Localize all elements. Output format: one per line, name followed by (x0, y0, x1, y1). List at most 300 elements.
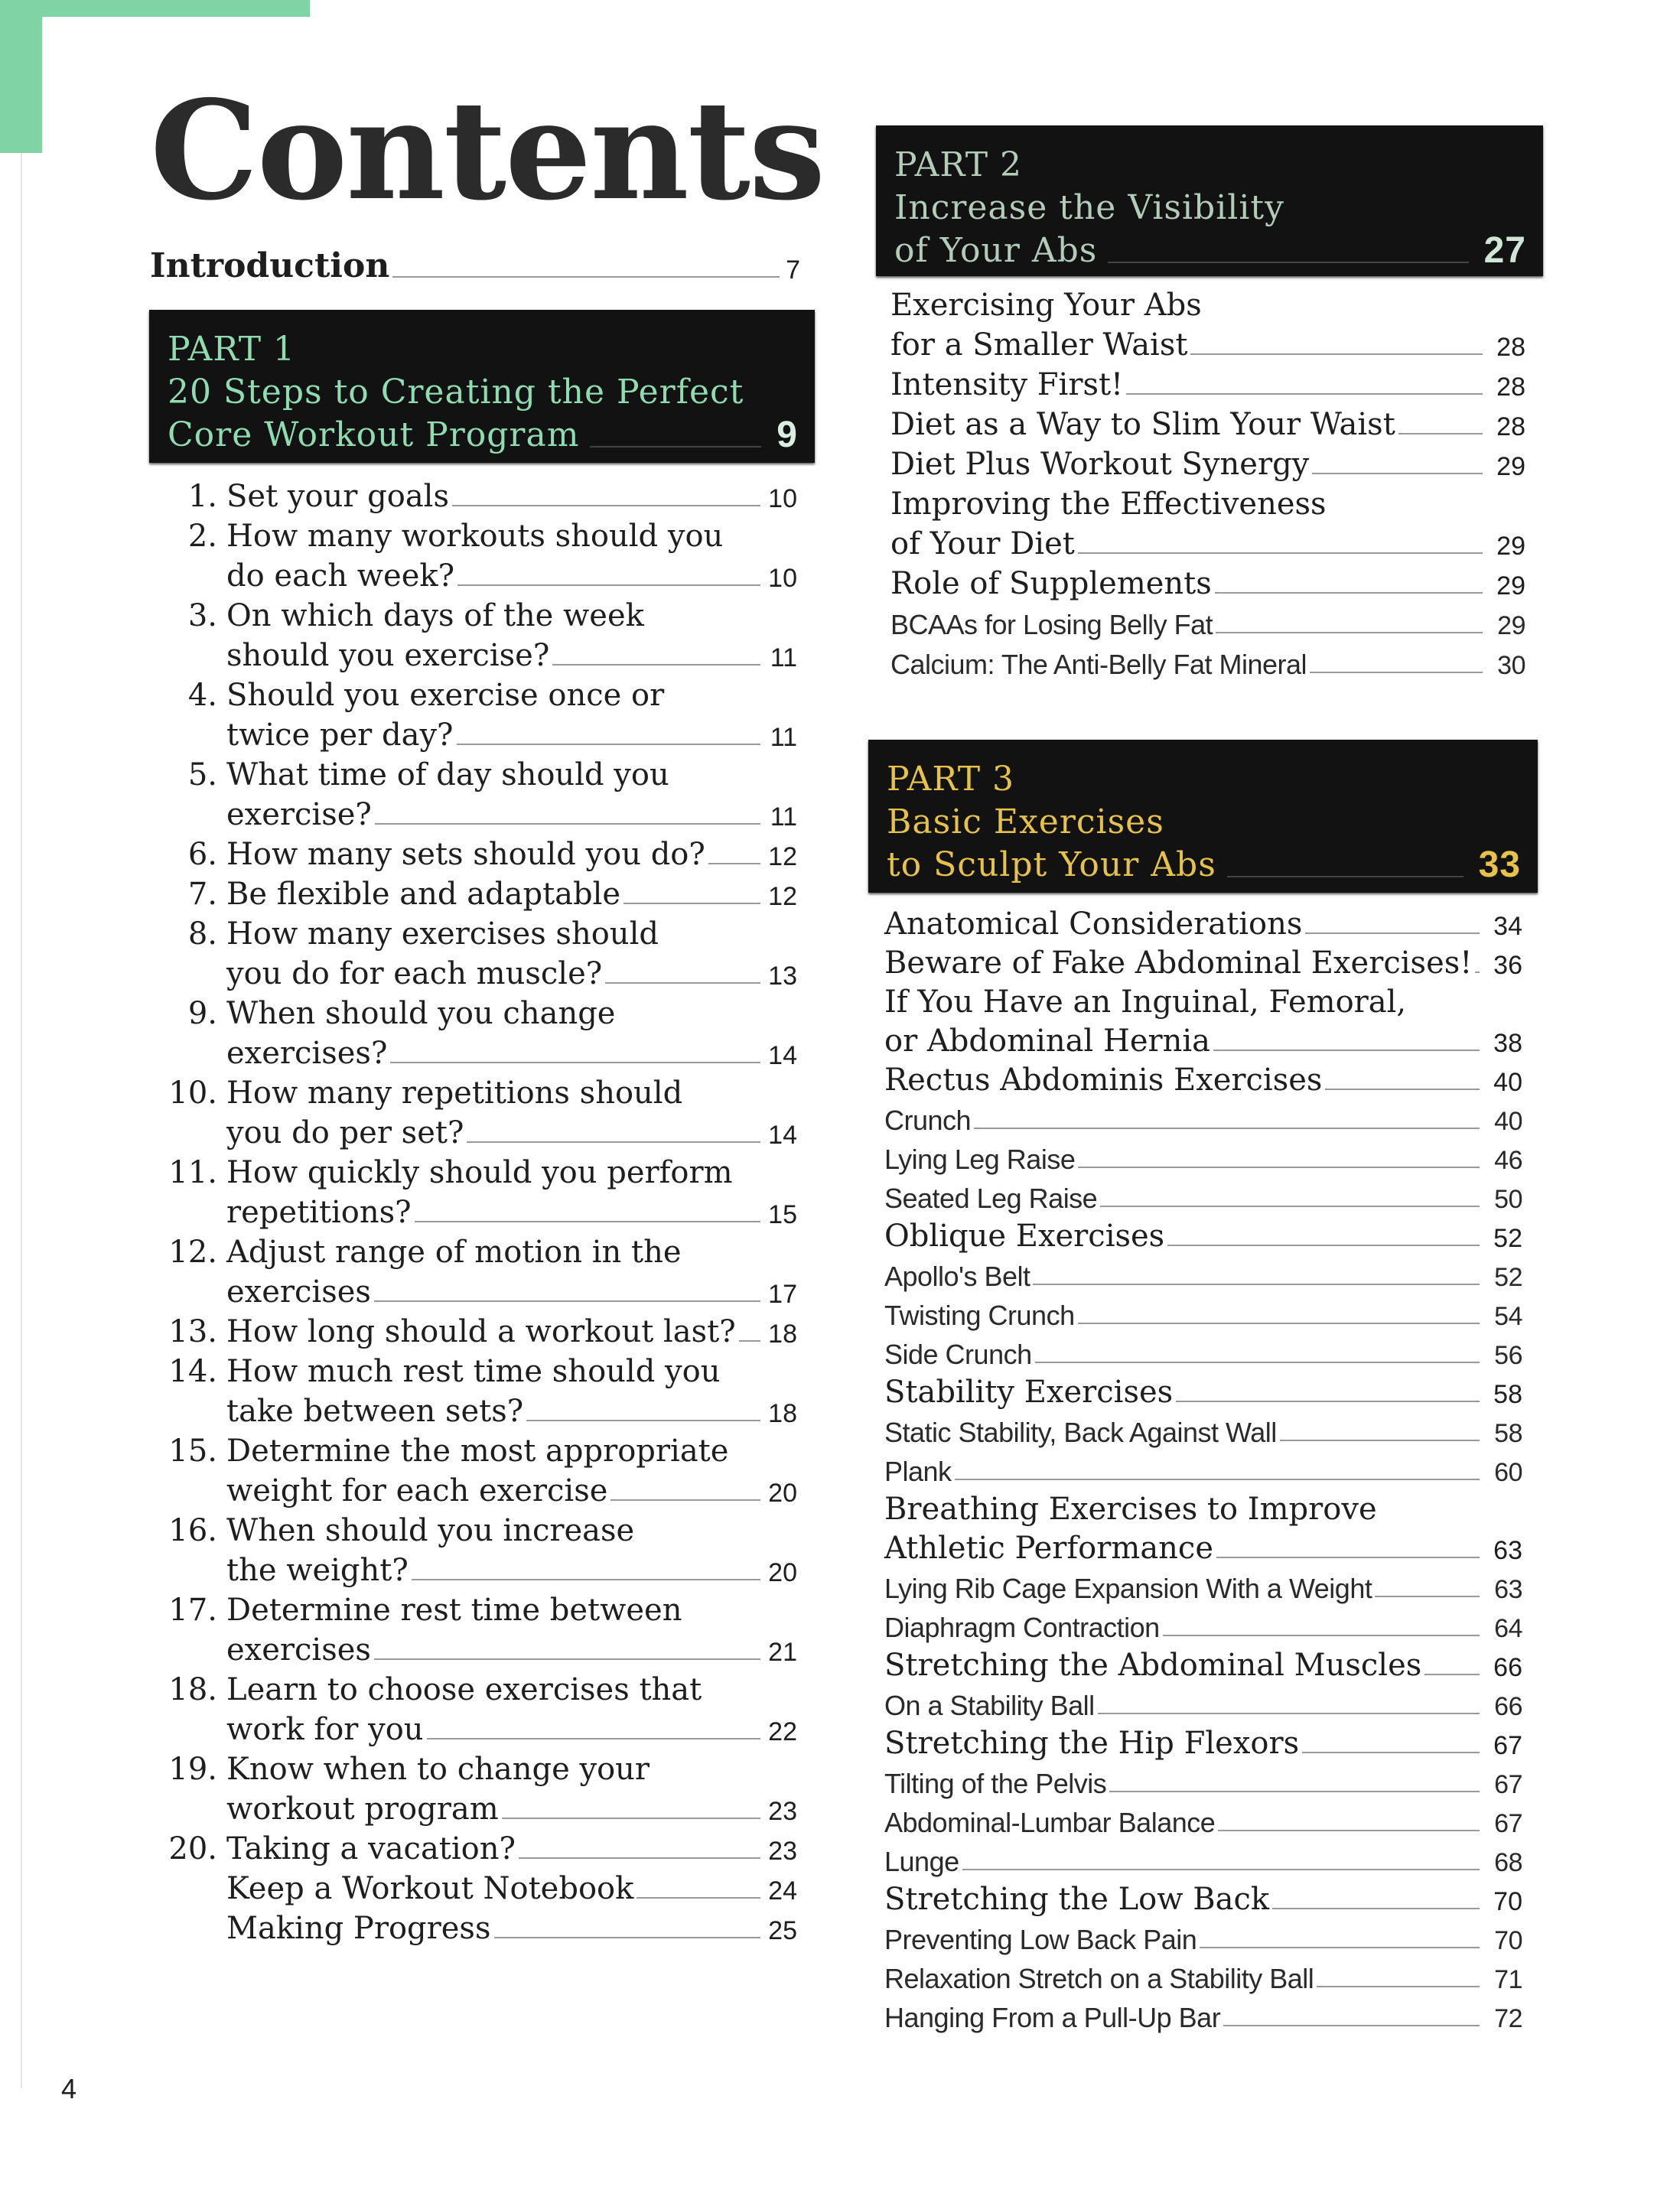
entry-text: How much rest time should you (226, 1354, 721, 1389)
leader-line (1033, 1284, 1480, 1285)
toc-entry[interactable] (884, 1215, 1522, 1254)
entry-page: 67 (1494, 1809, 1522, 1838)
leader-line (1223, 2025, 1480, 2026)
entry-line (153, 1190, 797, 1230)
leader-line (415, 1221, 760, 1222)
toc-entry[interactable] (153, 1827, 797, 1866)
entry-page: 24 (768, 1876, 797, 1905)
toc-entry[interactable] (884, 1449, 1522, 1488)
toc-entry[interactable] (153, 1429, 797, 1508)
entry-text: Adjust range of motion in the (226, 1235, 682, 1270)
toc-entry[interactable] (884, 1722, 1522, 1761)
toc-entry[interactable] (890, 283, 1525, 363)
entry-number: 13. (168, 1314, 217, 1349)
entry-number: 16. (168, 1513, 217, 1548)
entry-number: 12. (168, 1235, 217, 1270)
entry-page: 72 (1494, 2004, 1522, 2033)
toc-entry[interactable] (884, 1488, 1522, 1566)
entry-line (153, 832, 797, 872)
leader-line (1216, 632, 1483, 633)
toc-entry[interactable] (884, 1683, 1522, 1722)
entry-line (884, 1722, 1522, 1761)
entry-text: Exercising Your Abs (890, 288, 1202, 323)
entry-line (890, 323, 1525, 363)
entry-line (890, 482, 1525, 522)
toc-entry[interactable] (153, 912, 797, 991)
entry-line (890, 363, 1525, 402)
toc-entry[interactable] (884, 1332, 1522, 1371)
entry-page: 11 (770, 643, 797, 672)
entry-page: 28 (1496, 412, 1525, 441)
entry-text: take between sets? (226, 1394, 524, 1429)
entry-line (153, 1628, 797, 1668)
leader-line (1108, 262, 1468, 263)
leader-line (427, 1738, 760, 1740)
entry-line (884, 1215, 1522, 1254)
entry-number: 19. (168, 1752, 217, 1787)
entry-text: Athletic Performance (884, 1531, 1213, 1566)
entry-text: Be flexible and adaptable (226, 877, 621, 912)
toc-entry-introduction[interactable] (150, 246, 800, 285)
entry-page: 54 (1494, 1302, 1522, 1331)
leader-line (1272, 1908, 1480, 1909)
leader-line (1215, 592, 1483, 594)
entry-text: Determine the most appropriate (226, 1434, 729, 1469)
entry-text: do each week? (226, 558, 455, 594)
entry-text: the weight? (226, 1553, 409, 1588)
entry-line (153, 713, 797, 753)
leader-line (1310, 672, 1483, 673)
entry-text: Lying Leg Raise (884, 1144, 1076, 1175)
entry-page: 29 (1496, 532, 1525, 561)
entry-number: 4. (187, 678, 217, 713)
entry-line (884, 1683, 1522, 1722)
entry-number: 7. (187, 877, 217, 912)
entry-text: Tilting of the Pelvis (884, 1768, 1107, 1799)
entry-line (153, 633, 797, 673)
part-3-entries (884, 903, 1522, 2034)
entry-text: Intensity First! (890, 367, 1124, 402)
entry-line (153, 1071, 797, 1111)
entry-page: 23 (768, 1837, 797, 1866)
leader-line (374, 1658, 760, 1660)
page-edge-line (21, 153, 22, 2088)
toc-entry[interactable] (890, 363, 1525, 402)
entry-line (153, 1429, 797, 1469)
entry-text: of Your Diet (890, 526, 1075, 561)
leader-line (590, 446, 761, 447)
entry-line (153, 1508, 797, 1548)
entry-line (884, 1059, 1522, 1098)
toc-entry[interactable] (884, 1293, 1522, 1332)
entry-text: Determine rest time between (226, 1593, 682, 1628)
leader-line (1035, 1362, 1480, 1363)
leader-line (1398, 433, 1483, 434)
entry-text: On a Stability Ball (884, 1690, 1095, 1721)
entry-page: 71 (1494, 1965, 1522, 1994)
entry-page: 20 (768, 1558, 797, 1587)
entry-number: 15. (168, 1434, 217, 1469)
entry-number: 14. (168, 1354, 217, 1389)
leader-line (1100, 1206, 1480, 1207)
entry-text: Breathing Exercises to Improve (884, 1492, 1377, 1527)
toc-entry[interactable] (153, 832, 797, 872)
leader-line (467, 1141, 760, 1143)
leader-line (1078, 1323, 1480, 1324)
toc-entry[interactable] (153, 1906, 797, 1946)
toc-entry[interactable] (153, 1071, 797, 1150)
leader-line (637, 1897, 760, 1899)
toc-entry[interactable] (884, 1371, 1522, 1410)
entry-line (884, 1020, 1522, 1059)
toc-entry[interactable] (153, 1508, 797, 1588)
toc-entry[interactable] (153, 514, 797, 594)
entry-page: 63 (1494, 1575, 1522, 1604)
leader-line (1475, 971, 1480, 973)
toc-entry[interactable] (884, 981, 1522, 1059)
entry-line (884, 1137, 1522, 1176)
entry-line (884, 1566, 1522, 1605)
entry-page: 66 (1493, 1653, 1522, 1682)
entry-page: 28 (1496, 373, 1525, 402)
entry-text: weight for each exercise (226, 1473, 608, 1508)
part-title-line: Basic Exercises (887, 802, 1164, 841)
toc-entry[interactable] (884, 1098, 1522, 1137)
toc-entry[interactable] (884, 1761, 1522, 1800)
leader-line (1163, 1635, 1480, 1636)
toc-entry[interactable] (884, 1410, 1522, 1449)
toc-entry[interactable] (153, 673, 797, 753)
toc-entry[interactable] (153, 1588, 797, 1668)
entry-line (884, 1605, 1522, 1644)
entry-text: Anatomical Considerations (884, 906, 1303, 942)
entry-line (153, 673, 797, 713)
leader-line (375, 823, 760, 825)
entry-line (884, 1878, 1522, 1917)
entry-page: 15 (768, 1200, 797, 1229)
entry-page: 18 (768, 1320, 797, 1349)
entry-text: When should you increase (226, 1513, 635, 1548)
entry-page: 7 (786, 255, 800, 285)
toc-entry[interactable] (884, 1605, 1522, 1644)
entry-page: 40 (1494, 1107, 1522, 1136)
entry-line (890, 522, 1525, 561)
toc-entry[interactable] (884, 942, 1522, 981)
entry-text: Lunge (884, 1846, 959, 1877)
leader-line (502, 1818, 760, 1819)
entry-line (153, 514, 797, 554)
leader-line (457, 744, 760, 745)
toc-entry[interactable] (890, 561, 1525, 601)
entry-line (153, 991, 797, 1031)
entry-number: 1. (187, 479, 217, 514)
entry-text: Stretching the Abdominal Muscles (884, 1648, 1422, 1683)
entry-text: Diaphragm Contraction (884, 1612, 1160, 1643)
part-page: 9 (777, 415, 798, 455)
entry-page: 34 (1493, 912, 1522, 941)
leader-line (1200, 1947, 1480, 1948)
toc-entry[interactable] (884, 1566, 1522, 1605)
leader-line (1280, 1440, 1480, 1441)
entry-line (884, 981, 1522, 1020)
part-1-header[interactable] (149, 310, 815, 463)
entry-line (153, 1588, 797, 1628)
entry-page: 70 (1493, 1887, 1522, 1916)
entry-text: Lying Rib Cage Expansion With a Weight (884, 1573, 1372, 1604)
entry-page: 50 (1494, 1185, 1522, 1214)
entry-page: 18 (768, 1399, 797, 1428)
entry-page: 12 (768, 882, 797, 911)
part-title-line: Increase the Visibility (894, 188, 1284, 227)
entry-line (884, 942, 1522, 981)
entry-number: 20. (168, 1831, 217, 1866)
toc-entry[interactable] (153, 1230, 797, 1310)
entry-text: Should you exercise once or (226, 678, 665, 713)
entry-page: 29 (1497, 611, 1525, 640)
entry-line (153, 1310, 797, 1349)
leader-line (708, 863, 760, 864)
toc-entry[interactable] (884, 1176, 1522, 1215)
entry-line (890, 561, 1525, 601)
entry-line (890, 601, 1525, 641)
toc-entry[interactable] (153, 474, 797, 514)
entry-line (884, 1098, 1522, 1137)
entry-line (153, 474, 797, 514)
toc-entry[interactable] (884, 1917, 1522, 1956)
toc-entry[interactable] (884, 1644, 1522, 1683)
entry-page: 70 (1494, 1926, 1522, 1955)
entry-line (153, 1866, 797, 1906)
entry-text: Rectus Abdominis Exercises (884, 1063, 1323, 1098)
entry-text: Calcium: The Anti-Belly Fat Mineral (890, 649, 1307, 680)
entry-label: Introduction (150, 246, 390, 285)
entry-text: Abdominal-Lumbar Balance (884, 1807, 1216, 1838)
entry-page: 28 (1496, 333, 1525, 362)
toc-entry[interactable] (153, 1747, 797, 1827)
entry-page: 68 (1494, 1848, 1522, 1877)
entry-text: Know when to change your (226, 1752, 650, 1787)
toc-entry[interactable] (153, 753, 797, 832)
part-3-header[interactable] (868, 740, 1538, 893)
entry-text: How many repetitions should (226, 1076, 683, 1111)
entry-text: What time of day should you (226, 757, 669, 792)
leader-line (452, 505, 760, 506)
toc-entry[interactable] (890, 641, 1525, 681)
entry-number: 2. (187, 519, 217, 554)
entry-text: BCAAs for Losing Belly Fat (890, 609, 1213, 640)
entry-line (884, 1800, 1522, 1839)
entry-text: Twisting Crunch (884, 1300, 1075, 1331)
entry-text: twice per day? (226, 718, 454, 753)
entry-text: Role of Supplements (890, 566, 1212, 601)
entry-text: How many exercises should (226, 916, 659, 952)
toc-entry[interactable] (884, 1956, 1522, 1995)
entry-page: 67 (1494, 1770, 1522, 1799)
entry-line (884, 1254, 1522, 1293)
entry-line (153, 1031, 797, 1071)
entry-page: 10 (768, 484, 797, 513)
entry-line (153, 1349, 797, 1389)
entry-page: 63 (1493, 1536, 1522, 1565)
entry-text: Apollo's Belt (884, 1261, 1030, 1292)
entry-page: 58 (1494, 1419, 1522, 1448)
leader-line (1176, 1401, 1480, 1402)
leader-line (1305, 932, 1480, 934)
leader-line (392, 276, 780, 278)
entry-page: 52 (1493, 1224, 1522, 1253)
toc-entry[interactable] (884, 1839, 1522, 1878)
entry-text: When should you change (226, 996, 616, 1031)
entry-text: or Abdominal Hernia (884, 1024, 1211, 1059)
entry-line (153, 1747, 797, 1787)
entry-page: 11 (770, 802, 797, 832)
green-accent-bar (0, 0, 310, 17)
entry-text: Stretching the Low Back (884, 1882, 1270, 1917)
entry-text: Seated Leg Raise (884, 1183, 1098, 1214)
leader-line (494, 1937, 761, 1938)
entry-page: 56 (1494, 1341, 1522, 1370)
entry-number: 3. (187, 598, 217, 633)
leader-line (552, 664, 760, 666)
green-accent-tab (0, 0, 42, 153)
toc-entry[interactable] (884, 1800, 1522, 1839)
entry-text: Relaxation Stretch on a Stability Ball (884, 1963, 1314, 1994)
entry-text: Crunch (884, 1105, 972, 1136)
leader-line (1213, 1050, 1480, 1051)
entry-text: exercises (226, 1274, 371, 1310)
leader-line (962, 1869, 1480, 1870)
entry-page: 66 (1494, 1692, 1522, 1721)
leader-line (457, 584, 760, 586)
entry-page: 67 (1493, 1731, 1522, 1760)
entry-text: you do per set? (226, 1115, 464, 1150)
leader-line (1325, 1089, 1480, 1090)
entry-line (153, 792, 797, 832)
leader-line (412, 1579, 760, 1580)
toc-entry[interactable] (153, 872, 797, 912)
entry-line (884, 1839, 1522, 1878)
entry-text: Static Stability, Back Against Wall (884, 1417, 1277, 1448)
entry-page: 21 (768, 1638, 797, 1667)
leader-line (1302, 1752, 1480, 1753)
toc-entry[interactable] (153, 1310, 797, 1349)
entry-line (884, 1176, 1522, 1215)
entry-page: 14 (768, 1041, 797, 1070)
toc-entry[interactable] (884, 903, 1522, 942)
entry-line (890, 442, 1525, 482)
entry-page: 10 (768, 564, 797, 593)
leader-line (739, 1340, 760, 1342)
entry-text: exercises? (226, 1036, 388, 1071)
entry-line (884, 1410, 1522, 1449)
entry-text: Learn to choose exercises that (226, 1672, 702, 1707)
entry-line (884, 1293, 1522, 1332)
entry-text: Diet as a Way to Slim Your Waist (890, 407, 1395, 442)
entry-line (884, 1371, 1522, 1410)
toc-entry[interactable] (884, 1059, 1522, 1098)
toc-entry[interactable] (153, 991, 797, 1071)
entry-text: workout program (226, 1792, 499, 1827)
toc-entry[interactable] (153, 594, 797, 673)
entry-text: Taking a vacation? (226, 1831, 516, 1866)
toc-entry[interactable] (890, 402, 1525, 442)
toc-entry[interactable] (153, 1668, 797, 1747)
entry-text: exercise? (226, 797, 372, 832)
entry-line (884, 1488, 1522, 1527)
entry-page: 13 (768, 962, 797, 991)
entry-line (884, 1917, 1522, 1956)
entry-line (153, 912, 797, 952)
entry-page: 38 (1493, 1029, 1522, 1058)
leader-line (1312, 473, 1483, 474)
entry-line (153, 1469, 797, 1508)
leader-line (1167, 1245, 1480, 1246)
entry-text: Stability Exercises (884, 1375, 1174, 1410)
entry-page: 17 (768, 1280, 797, 1309)
entry-number: 17. (168, 1593, 217, 1628)
leader-line (1126, 393, 1483, 395)
entry-page: 64 (1494, 1614, 1522, 1643)
part-title-line: of Your Abs (894, 231, 1098, 270)
leader-line (610, 1499, 760, 1501)
leader-line (605, 982, 760, 984)
toc-entry[interactable] (153, 1866, 797, 1906)
part-title-line: 20 Steps to Creating the Perfect (168, 373, 744, 412)
toc-entry[interactable] (884, 1878, 1522, 1917)
entry-line (884, 1332, 1522, 1371)
entry-text: If You Have an Inguinal, Femoral, (884, 984, 1407, 1020)
part-2-entries (890, 283, 1525, 681)
toc-entry[interactable] (890, 442, 1525, 482)
entry-line (890, 283, 1525, 323)
entry-number: 6. (187, 837, 217, 872)
entry-text: Side Crunch (884, 1339, 1032, 1370)
entry-text: for a Smaller Waist (890, 327, 1188, 363)
toc-entry[interactable] (890, 601, 1525, 641)
entry-text: Improving the Effectiveness (890, 487, 1327, 522)
leader-line (1078, 1167, 1480, 1168)
entry-text: you do for each muscle? (226, 956, 603, 991)
entry-text: How long should a workout last? (226, 1314, 736, 1349)
leader-line (1227, 876, 1463, 877)
part-label: PART 2 (894, 145, 1023, 184)
entry-number: 8. (187, 916, 217, 952)
entry-page: 30 (1497, 651, 1525, 680)
toc-entry[interactable] (153, 1349, 797, 1429)
entry-page: 25 (768, 1916, 797, 1945)
entry-number: 5. (187, 757, 217, 792)
toc-entry[interactable] (153, 1150, 797, 1230)
entry-text: Oblique Exercises (884, 1219, 1165, 1254)
part-label: PART 3 (887, 760, 1015, 799)
entry-line (884, 1956, 1522, 1995)
toc-entry[interactable] (884, 1995, 1522, 2034)
leader-line (1375, 1596, 1480, 1597)
part-2-header[interactable] (876, 125, 1543, 276)
entry-line (153, 1270, 797, 1310)
entry-line (153, 1707, 797, 1747)
part-1-entries (153, 474, 797, 1946)
toc-entry[interactable] (884, 1254, 1522, 1293)
entry-line (153, 1111, 797, 1150)
entry-text: exercises (226, 1632, 371, 1668)
toc-entry[interactable] (884, 1137, 1522, 1176)
entry-text: work for you (226, 1712, 424, 1747)
entry-text: Diet Plus Workout Synergy (890, 447, 1310, 482)
part-label: PART 1 (168, 330, 296, 369)
toc-entry[interactable] (890, 482, 1525, 561)
page-number: 4 (61, 2073, 77, 2104)
